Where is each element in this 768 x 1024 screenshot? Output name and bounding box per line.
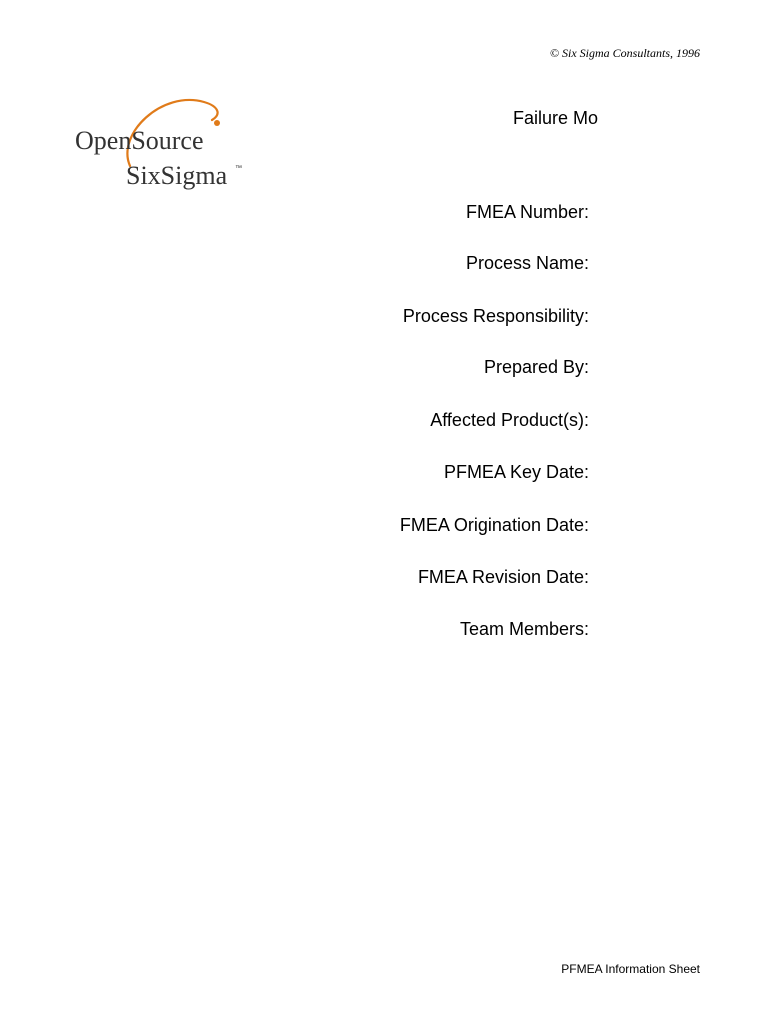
fmea-number-field[interactable] <box>601 201 741 223</box>
form-row-prepared-by <box>330 352 750 382</box>
fmea-number-label: FMEA Number: <box>465 201 589 222</box>
fmea-origination-date-label: FMEA Origination Date: <box>399 514 589 535</box>
fmea-origination-date-field[interactable] <box>601 514 741 536</box>
pfmea-key-date-label: PFMEA Key Date: <box>443 461 589 482</box>
fmea-revision-date-field[interactable] <box>601 566 741 588</box>
prepared-by-field[interactable] <box>601 356 741 378</box>
process-name-field[interactable] <box>601 252 741 274</box>
form-row-pfmea-key-date <box>330 457 750 487</box>
logo-trademark: ™ <box>235 165 242 172</box>
fmea-revision-date-label: FMEA Revision Date: <box>417 566 589 587</box>
form-row-process-name <box>330 248 750 278</box>
sheet-name-footer: PFMEA Information Sheet <box>561 962 700 976</box>
form-row-team-members <box>330 614 750 644</box>
prepared-by-label: Prepared By: <box>483 356 589 377</box>
form-row-fmea-origination-date <box>330 510 750 540</box>
logo-wordmark-line2: SixSigma <box>126 161 228 190</box>
copyright-notice: © Six Sigma Consultants, 1996 <box>549 46 700 60</box>
pfmea-key-date-field[interactable] <box>601 461 741 483</box>
form-row-affected-products <box>330 405 750 435</box>
form-row-process-responsibility <box>330 301 750 331</box>
form-row-fmea-number <box>330 197 750 227</box>
form-row-fmea-revision-date <box>330 562 750 592</box>
document-title: Failure Mo <box>513 108 599 128</box>
team-members-field[interactable] <box>601 618 741 640</box>
logo-wordmark-line1: OpenSource <box>75 126 204 155</box>
team-members-label: Team Members: <box>459 618 589 639</box>
process-responsibility-label: Process Responsibility: <box>402 305 589 326</box>
process-name-label: Process Name: <box>465 252 589 273</box>
affected-products-label: Affected Product(s): <box>430 409 589 430</box>
affected-products-field[interactable] <box>601 409 741 431</box>
process-responsibility-field[interactable] <box>601 305 741 327</box>
